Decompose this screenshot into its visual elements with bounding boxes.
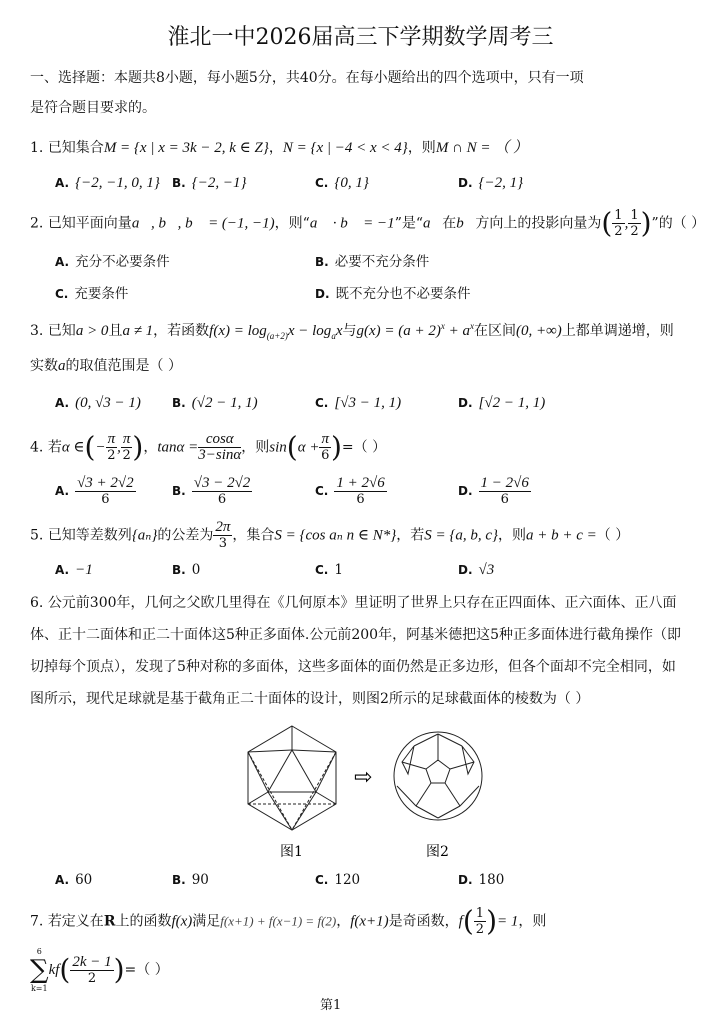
page-number: 第1	[320, 998, 342, 1013]
q1-option-a[interactable]: A. {−2, −1, 0, 1}	[55, 175, 160, 191]
q1-option-c[interactable]: C. {0, 1}	[315, 175, 369, 191]
question-3-line2: 实数a的取值范围是（ ）	[30, 358, 182, 374]
q1-prefix: 已知集合	[47, 140, 104, 156]
figure-1-caption: 图1	[280, 844, 303, 860]
question-4: 4. 若α ∈(− $\frac{\pi}{2}$ , $\frac{\pi}{2}$ )，tanα = $\frac{\cos\alpha}{3-\sin\alpha}$ ，则sin(α + $\frac{\pi}{6}$ )=（ ）	[30, 430, 387, 464]
q1-expr: M ∩ N = （ ）	[435, 140, 529, 156]
q3-function-g: $g(x) = (a + 2)^x + a^x$	[356, 321, 474, 339]
q5-option-b[interactable]: B. 0	[172, 562, 201, 578]
q3-option-c[interactable]: C. [√3 − 1, 1)	[315, 395, 402, 411]
q5-option-d[interactable]: D. √3	[458, 562, 495, 578]
q1-number: 1.	[30, 140, 44, 156]
q2-fraction-1: $\frac{1}{2}$	[614, 208, 623, 239]
q1-set-n: N = {x | −4 < x < 4}	[282, 140, 408, 156]
q2-dot-product: a⃗ · b⃗ = −1	[309, 215, 395, 232]
question-6-line2: 体、正十二面体和正二十面体这5种正多面体.公元前200年，阿基米德把这5种正多面体进行截角操作（即	[30, 627, 681, 643]
soccer-ball-drawing	[394, 732, 482, 820]
q5-option-c[interactable]: C. 1	[315, 562, 343, 578]
q3-option-a[interactable]: A. (0, √3 − 1)	[55, 395, 141, 411]
q1-ask: ，则	[407, 140, 436, 156]
q4-tan-fraction: $\frac{\cos\alpha}{3-\sin\alpha}$	[198, 431, 242, 463]
q4-option-d[interactable]: D. $\frac{1 - 2√6}{6}$	[458, 475, 529, 507]
q3-option-b[interactable]: B. (√2 − 1, 1)	[172, 395, 258, 411]
q6-option-a[interactable]: A. 60	[55, 872, 93, 888]
q3-option-d[interactable]: D. [√2 − 1, 1)	[458, 395, 546, 411]
q2-option-a[interactable]: A. 充分不必要条件	[55, 254, 170, 270]
question-1	[30, 136, 528, 157]
q5-common-difference: $\frac{2\pi}{3}$	[215, 519, 231, 551]
page-title: 淮北一中2026届高三下学期数学周考三	[167, 25, 554, 50]
icosahedron-drawing	[248, 726, 336, 830]
question-3: 3. 已知a > 0且a ≠ 1，若函数$f(x) = \log_{(a+2)}x - \log_ax$与$g(x) = (a + 2)^x + a^x$在区间(0, +∞)上都单调递增，则	[30, 321, 674, 341]
q6-option-d[interactable]: D. 180	[458, 872, 505, 888]
q4-option-a[interactable]: A. $\frac{√3 + 2√2}{6}$	[55, 475, 134, 507]
q4-option-b[interactable]: B. $\frac{√3 - 2√2}{6}$	[172, 475, 251, 507]
question-6-line1: 6. 公元前300年，几何之父欧几里得在《几何原本》里证明了世界上只存在正四面体、正六面体、正八面	[30, 595, 677, 611]
q2-option-b[interactable]: B. 必要不充分条件	[315, 254, 430, 270]
question-2: 2. 已知平面向量a⃗, b⃗, b⃗ = (−1, −1)，则“a⃗ · b⃗ = −1”是“a⃗在b⃗方向上的投影向量为( $\frac{1}{2}$ , $\frac{1}{2}$ )”的（ ）	[30, 206, 706, 240]
q2-vectors: a⃗, b⃗, b⃗ = (−1, −1)	[131, 215, 275, 232]
q3-function-f: $f(x) = \log_{(a+2)}x - \log_ax$	[209, 323, 343, 341]
figure-2-caption: 图2	[426, 844, 449, 860]
q5-option-a[interactable]: A. −1	[55, 562, 93, 578]
q2-option-c[interactable]: C. 充要条件	[55, 286, 129, 302]
polyhedra-figure	[242, 722, 484, 864]
q2-option-d[interactable]: D. 既不充分也不必要条件	[315, 286, 471, 302]
q6-option-c[interactable]: C. 120	[315, 872, 361, 888]
q1-option-b[interactable]: B. {−2, −1}	[172, 175, 247, 191]
q1-option-d[interactable]: D. {−2, 1}	[458, 175, 524, 191]
question-6-line3: 切掉每个顶点），发现了5种对称的多面体，这些多面体的面仍然是正多边形，但各个面却不完全相同，如	[30, 659, 676, 675]
q1-set-m: M = {x | x = 3k − 2, k ∈ Z}	[103, 140, 269, 156]
q2-fraction-2: $\frac{1}{2}$	[630, 208, 639, 239]
polyhedra-figure-graphic	[242, 722, 484, 864]
question-7: 7. 若定义在R上的函数f(x)满足f(x+1) + f(x−1) = f(2)，f(x+1)是奇函数，f( $\frac{1}{2}$ )= 1，则	[30, 904, 547, 938]
arrow-icon: ⇨	[354, 765, 373, 790]
q4-option-c[interactable]: C. $\frac{1 + 2√6}{6}$	[315, 475, 385, 507]
question-7-line2: 6 ∑ k=1 kf( $\frac{2k - 1}{2}$ )=（ ）	[30, 947, 169, 993]
section-instructions-line1: 一、选择题：本题共8小题，每小题5分，共40分。在每小题给出的四个选项中，只有一项	[30, 70, 584, 86]
q6-option-b[interactable]: B. 90	[172, 872, 209, 888]
q1-sep: ，	[268, 140, 283, 156]
question-6-line4: 图所示，现代足球就是基于截角正二十面体的设计，则图2所示的足球截面体的棱数为（ ）	[30, 691, 590, 707]
section-instructions-line2: 是符合题目要求的。	[30, 100, 156, 116]
question-5: 5. 已知等差数列{aₙ}的公差为 $\frac{2\pi}{3}$ ，集合S = {cos aₙ n ∈ N*}，若S = {a, b, c}，则a + b + c =（ ）	[30, 519, 630, 551]
